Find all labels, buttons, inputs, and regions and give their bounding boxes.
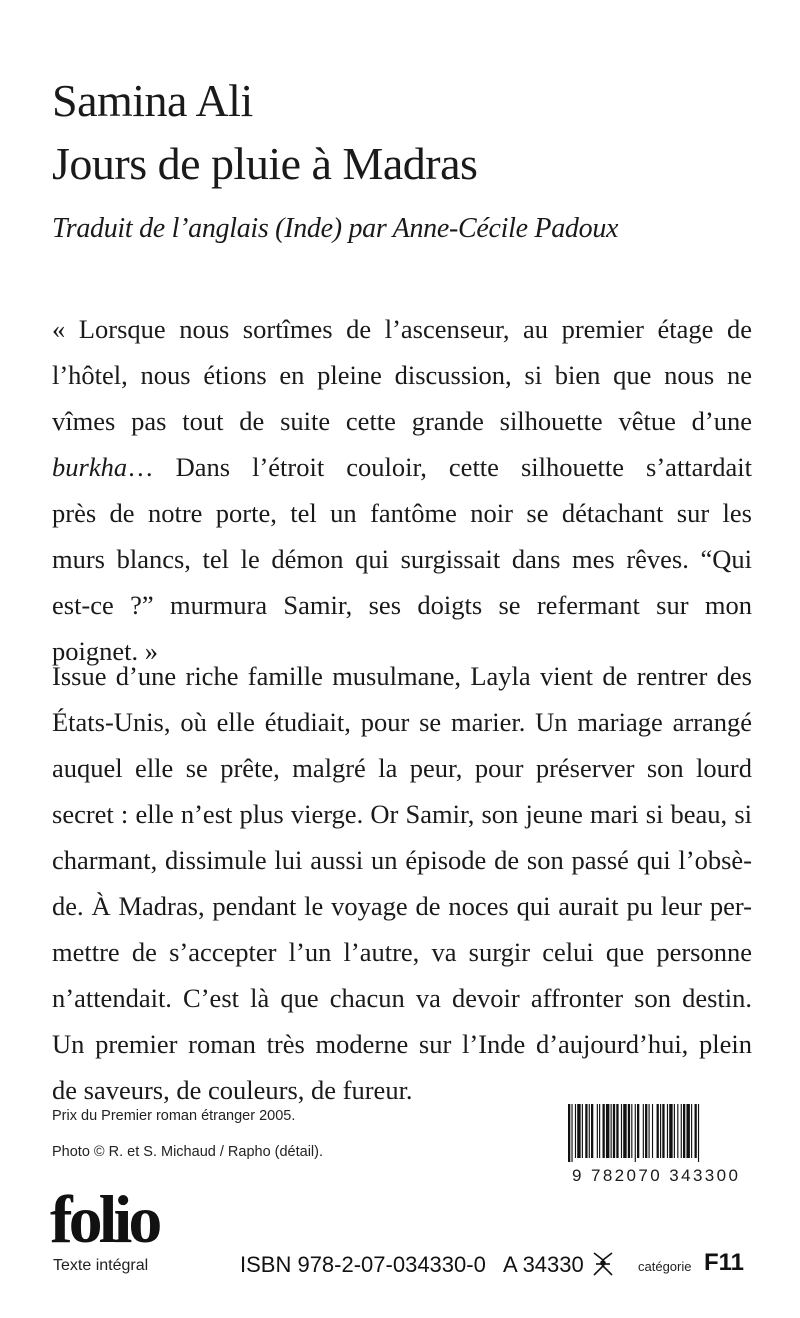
translator-credit: Traduit de l’anglais (Inde) par Anne-Cécile Padoux: [52, 213, 619, 244]
summary-line: mettre de s’accepter l’un l’autre, va surgir celui que personne: [52, 937, 752, 967]
category-code: F11: [704, 1249, 745, 1276]
barcode-bar: [686, 1104, 689, 1158]
barcode-bar: [681, 1104, 682, 1158]
barcode-bar: [649, 1104, 650, 1158]
barcode-bar: [695, 1104, 697, 1158]
summary-line: charmant, dissimule lui aussi un épisode de son passé qui l’obsè-: [52, 845, 752, 875]
quote-line: est-ce ?” murmura Samir, ses doigts se refermant sur mon: [52, 590, 752, 620]
barcode-bar: [582, 1104, 583, 1158]
isbn: ISBN 978-2-07-034330-0: [240, 1252, 486, 1277]
quote-italic-word: burkha: [52, 452, 128, 482]
barcode-bar: [657, 1104, 659, 1158]
barcode-bar: [571, 1104, 572, 1162]
summary-line: n’attendait. C’est là que chacun va devoir affronter son destin.: [52, 983, 752, 1013]
barcode-bar: [575, 1104, 576, 1158]
barcode-bar: [643, 1104, 644, 1158]
barcode-bar: [669, 1104, 672, 1158]
barcode-bar: [635, 1104, 636, 1162]
author-name: Samina Ali: [52, 75, 253, 126]
barcode-bar: [616, 1104, 618, 1158]
quote-line: poignet. »: [52, 636, 158, 666]
barcode-bar: [591, 1104, 593, 1158]
barcode-bar: [667, 1104, 668, 1158]
summary-line: États-Unis, où elle étudiait, pour se marier. Un mariage arrangé: [52, 707, 752, 737]
summary-line: de. À Madras, pendant le voyage de noces qui aurait pu leur per-: [52, 891, 752, 921]
quote-line: près de notre porte, tel un fantôme noir se détachant sur les: [52, 498, 752, 528]
barcode-bar: [621, 1104, 622, 1158]
barcode-bar: [611, 1104, 612, 1158]
barcode-bar: [698, 1104, 699, 1162]
barcode-bar: [631, 1104, 632, 1158]
folio-subtitle: Texte intégral: [53, 1257, 149, 1274]
barcode-bar: [677, 1104, 678, 1158]
summary-line: de saveurs, de couleurs, de fureur.: [52, 1075, 413, 1105]
summary-line: auquel elle se prête, malgré la peur, pour préserver son lourd: [52, 753, 752, 783]
category-label: catégorie: [638, 1259, 692, 1274]
barcode-bar: [683, 1104, 685, 1158]
barcode-bar: [568, 1104, 570, 1162]
barcode-bar: [660, 1104, 661, 1158]
book-title: Jours de pluie à Madras: [52, 138, 478, 189]
quote-line: [52, 444, 752, 490]
barcode-bar: [577, 1104, 580, 1158]
barcode-bar: [652, 1104, 653, 1158]
barcode-bar: [597, 1104, 598, 1158]
barcode-bar: [662, 1104, 664, 1158]
barcode-bar: [599, 1104, 600, 1158]
price-band-icon: [591, 1251, 615, 1277]
barcode-bar: [674, 1104, 675, 1158]
quote-line: « Lorsque nous sortîmes de l’ascenseur, au premier étage de: [52, 314, 752, 344]
prize-note: Prix du Premier roman étranger 2005.: [52, 1108, 296, 1124]
barcode-bar: [603, 1104, 605, 1158]
excerpt-quote: [52, 306, 752, 674]
barcode-bar: [606, 1104, 609, 1158]
catalog-code: A 34330: [503, 1252, 584, 1277]
summary-line: Issue d’une riche famille musulmane, Layla vient de rentrer des: [52, 661, 752, 691]
summary-paragraph: [52, 653, 752, 1113]
barcode-bar: [589, 1104, 590, 1158]
barcode-bars-icon: [566, 1104, 748, 1162]
quote-line-rest: … Dans l’étroit couloir, cette silhouette s’attardait: [127, 452, 752, 482]
barcode-bar: [613, 1104, 615, 1158]
barcode-bar: [691, 1104, 692, 1158]
folio-logo: folio: [50, 1181, 159, 1257]
summary-line: secret : elle n’est plus vierge. Or Samir, son jeune mari si beau, si: [52, 799, 752, 829]
barcode-bar: [585, 1104, 587, 1158]
barcode-bar: [623, 1104, 626, 1158]
barcode-number: 9 782070 343300: [572, 1166, 741, 1185]
quote-line: vîmes pas tout de suite cette grande silhouette vêtue d’une: [52, 406, 752, 436]
quote-line: murs blancs, tel le démon qui surgissait dans mes rêves. “Qui: [52, 544, 752, 574]
quote-line: l’hôtel, nous étions en pleine discussion, si bien que nous ne: [52, 360, 752, 390]
barcode-bar: [645, 1104, 647, 1158]
barcode-bar: [628, 1104, 630, 1158]
summary-line: Un premier roman très moderne sur l’Inde d’aujourd’hui, plein: [52, 1029, 752, 1059]
photo-credit: Photo © R. et S. Michaud / Rapho (détail).: [52, 1144, 324, 1160]
barcode-bar: [637, 1104, 639, 1158]
